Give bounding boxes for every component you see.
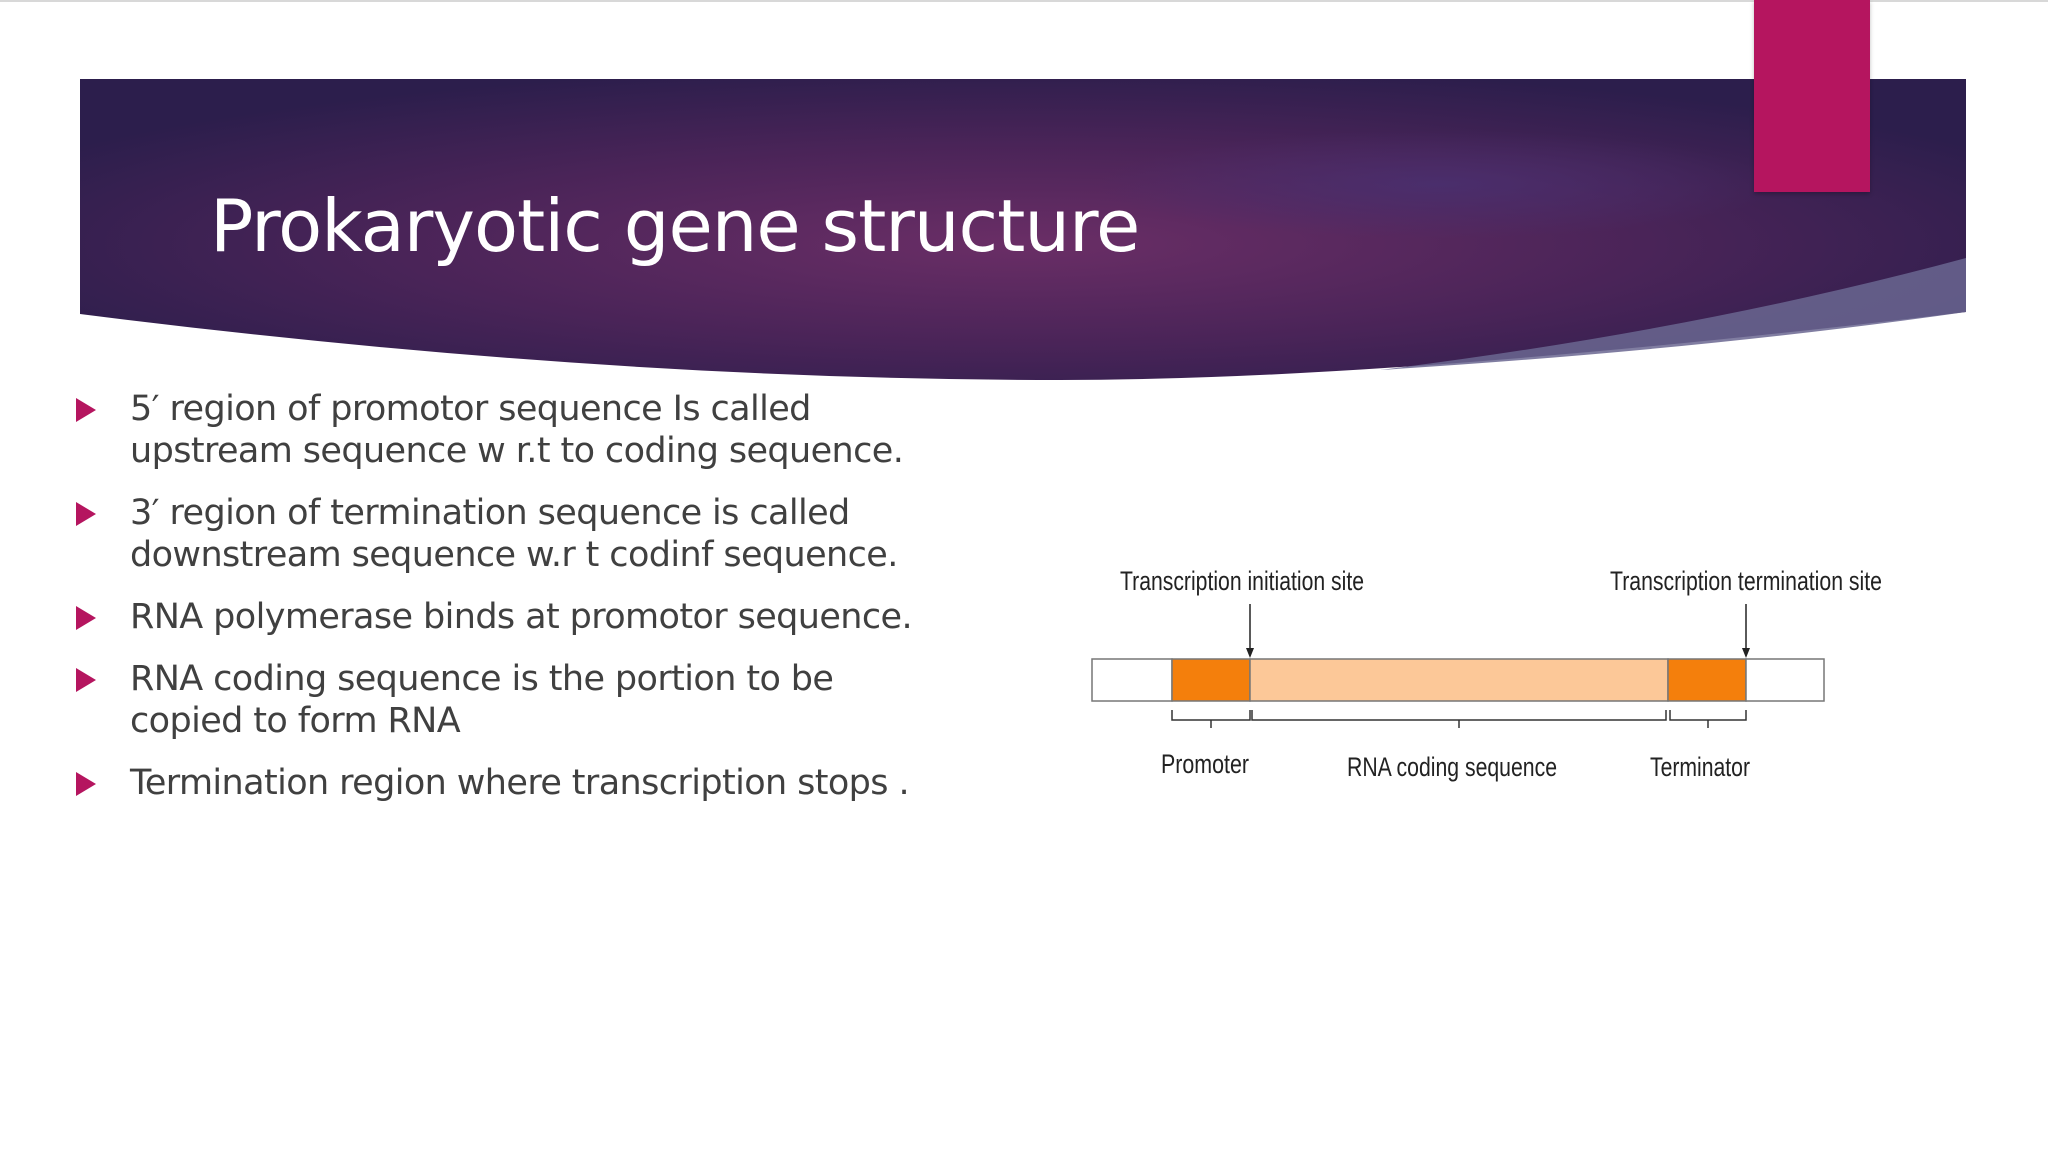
coding-segment	[1250, 659, 1668, 701]
coding-sequence-label: RNA coding sequence	[1347, 752, 1557, 782]
bullet-line: RNA polymerase binds at promotor sequence.	[130, 597, 912, 637]
bullet-line: copied to form RNA	[130, 701, 461, 741]
terminator-segment	[1668, 659, 1746, 701]
bullet-line: upstream sequence w r.t to coding sequence.	[130, 431, 904, 471]
downstream-segment	[1746, 659, 1824, 701]
bullet-line: 3′ region of termination sequence is called	[130, 493, 850, 533]
bullet-item	[70, 596, 970, 638]
gene-structure-diagram	[1080, 540, 1940, 800]
termination-arrow-icon	[1742, 604, 1750, 658]
triangle-bullet-icon	[76, 772, 96, 796]
promoter-segment	[1172, 659, 1250, 701]
terminator-label: Terminator	[1650, 752, 1750, 782]
triangle-bullet-icon	[76, 606, 96, 630]
bullet-line: downstream sequence w.r t codinf sequence.	[130, 535, 898, 575]
bullet-item	[70, 658, 970, 742]
initiation-arrow-icon	[1246, 604, 1254, 658]
upstream-segment	[1092, 659, 1172, 701]
bullet-line: RNA coding sequence is the portion to be	[130, 659, 834, 699]
accent-tab	[1754, 0, 1870, 192]
initiation-site-label: Transcription initiation site	[1120, 566, 1364, 596]
bullet-line: 5′ region of promotor sequence Is called	[130, 389, 811, 429]
promoter-label: Promoter	[1161, 749, 1249, 779]
triangle-bullet-icon	[76, 668, 96, 692]
bullet-item	[70, 388, 970, 472]
coding-bracket	[1252, 710, 1666, 728]
termination-site-label: Transcription termination site	[1610, 566, 1882, 596]
triangle-bullet-icon	[76, 502, 96, 526]
bullet-list	[70, 388, 970, 824]
slide-title: Prokaryotic gene structure	[210, 184, 1140, 268]
bullet-line: Termination region where transcription stops .	[130, 763, 909, 803]
triangle-bullet-icon	[76, 398, 96, 422]
bullet-item	[70, 762, 970, 804]
bullet-item	[70, 492, 970, 576]
terminator-bracket	[1670, 710, 1746, 728]
promoter-bracket	[1172, 710, 1250, 728]
